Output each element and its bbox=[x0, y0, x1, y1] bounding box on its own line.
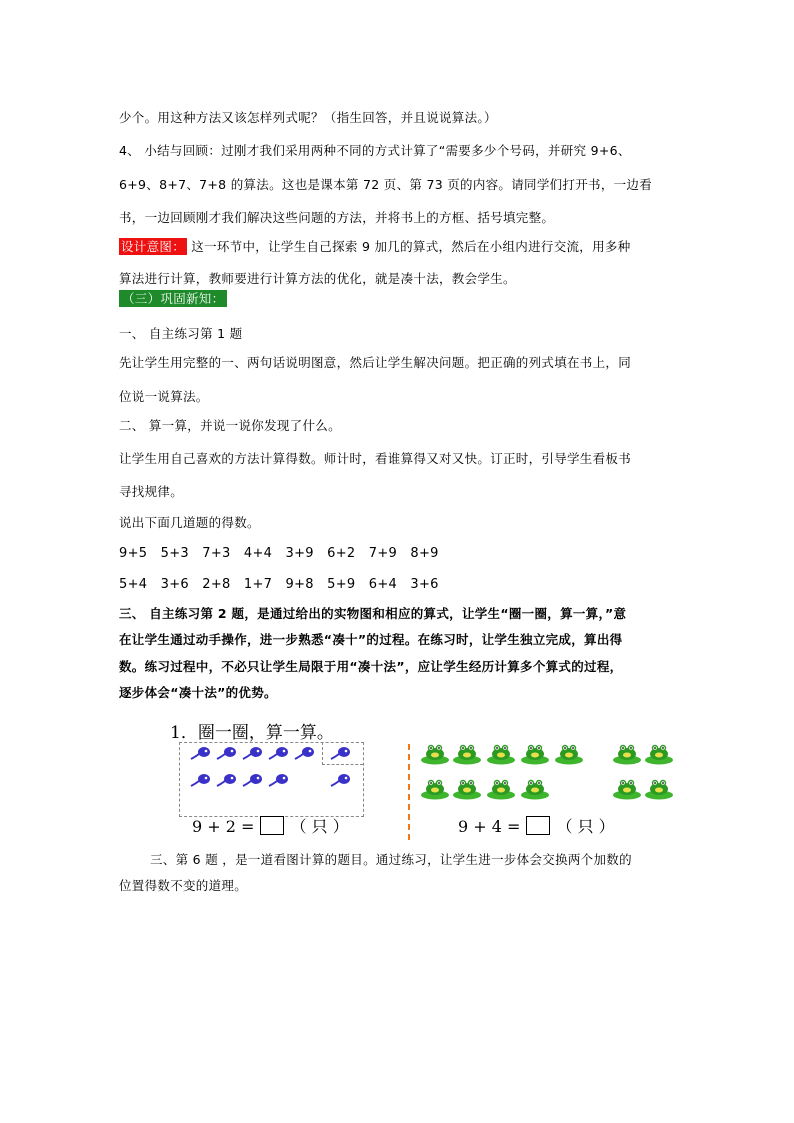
frog-icon bbox=[520, 743, 550, 765]
item1-title: 一、 自主练习第 1 题 bbox=[119, 326, 243, 341]
paragraph-line: 少个。用这种方法又该怎样列式呢？（指生回答，并且说说算法。） bbox=[119, 110, 497, 125]
tadpole-icon bbox=[242, 773, 264, 789]
tadpole-icon bbox=[216, 773, 238, 789]
paragraph-line: 在让学生通过动手操作，进一步熟悉“凑十”的过程。在练习时，让学生独立完成，算出得 bbox=[119, 632, 623, 647]
equation-left-unit: （ 只 ） bbox=[290, 817, 349, 836]
frog-icon bbox=[420, 778, 450, 800]
paragraph-line: 算法进行计算，教师要进行计算方法的优化，就是凑十法，教会学生。 bbox=[119, 271, 516, 286]
paragraph-line: 三、第 6 题 ，是一道看图计算的题目。通过练习，让学生进一步体会交换两个加数的 bbox=[150, 852, 632, 867]
frog-icon bbox=[420, 743, 450, 765]
tadpole-icon bbox=[268, 773, 290, 789]
tadpole-icon bbox=[330, 773, 352, 789]
divider-line bbox=[408, 744, 410, 840]
exercise-figure bbox=[170, 718, 690, 840]
frog-icon bbox=[644, 778, 674, 800]
exercise-row: 5+4 3+6 2+8 1+7 9+8 5+9 6+4 3+6 bbox=[119, 577, 439, 592]
design-intent-line bbox=[119, 239, 631, 255]
item2-title: 二、 算一算，并说一说你发现了什么。 bbox=[119, 418, 341, 433]
paragraph-line: 位置得数不变的道理。 bbox=[119, 878, 248, 893]
frog-icon bbox=[554, 743, 584, 765]
paragraph-line: 寻找规律。 bbox=[119, 484, 184, 499]
tadpole-icon bbox=[190, 773, 212, 789]
frog-icon bbox=[486, 778, 516, 800]
paragraph-line: 数。练习过程中，不必只让学生局限于用“凑十法”，应让学生经历计算多个算式的过程， bbox=[119, 659, 623, 674]
answer-box-left[interactable] bbox=[260, 816, 284, 835]
equation-right bbox=[458, 814, 615, 837]
paragraph-line: 让学生用自己喜欢的方法计算得数。师计时，看谁算得又对又快。订正时，引导学生看板书 bbox=[119, 451, 632, 466]
frog-icon bbox=[452, 778, 482, 800]
tadpole-icon bbox=[294, 746, 316, 762]
frog-icon bbox=[612, 778, 642, 800]
design-intent-text: 这一环节中，让学生自己探索 9 加几的算式，然后在小组内进行交流，用多种 bbox=[191, 239, 631, 254]
paragraph-line: 三、 自主练习第 2 题，是通过给出的实物图和相应的算式，让学生“圈一圈，算一算，”意 bbox=[119, 606, 627, 621]
frog-icon bbox=[520, 778, 550, 800]
paragraph-line: 说出下面几道题的得数。 bbox=[119, 515, 260, 530]
paragraph-line: 4、 小结与回顾：过刚才我们采用两种不同的方式计算了“需要多少个号码，并研究 9+6、 bbox=[119, 143, 631, 158]
design-intent-tag: 设计意图： bbox=[121, 239, 186, 254]
exercise-row: 9+5 5+3 7+3 4+4 3+9 6+2 7+9 8+9 bbox=[119, 546, 439, 561]
frog-icon bbox=[644, 743, 674, 765]
frog-icon bbox=[612, 743, 642, 765]
tadpole-icon bbox=[216, 746, 238, 762]
frog-icon bbox=[452, 743, 482, 765]
equation-right-unit: （ 只 ） bbox=[556, 817, 615, 836]
paragraph-line: 逐步体会“凑十法”的优势。 bbox=[119, 685, 277, 700]
tadpole-icon bbox=[190, 746, 212, 762]
paragraph-line: 书，一边回顾刚才我们解决这些问题的方法，并将书上的方框、括号填完整。 bbox=[119, 210, 555, 225]
equation-left-expr: 9 + 2 = bbox=[192, 817, 255, 836]
section-tag: （三）巩固新知： bbox=[119, 290, 227, 307]
answer-box-right[interactable] bbox=[526, 816, 550, 835]
tadpole-icon bbox=[242, 746, 264, 762]
tadpole-icon bbox=[268, 746, 290, 762]
equation-left bbox=[192, 814, 349, 837]
section-heading bbox=[119, 291, 227, 307]
paragraph-line: 6+9、8+7、7+8 的算法。这也是课本第 72 页、第 73 页的内容。请同学们打开书，一边看 bbox=[119, 177, 653, 192]
paragraph-line: 位说一说算法。 bbox=[119, 389, 209, 404]
paragraph-line: 先让学生用完整的一、两句话说明图意，然后让学生解决问题。把正确的列式填在书上，同 bbox=[119, 355, 632, 370]
figure-title: 1．圈一圈，算一算。 bbox=[170, 723, 334, 743]
frog-icon bbox=[486, 743, 516, 765]
tadpole-icon bbox=[330, 746, 352, 762]
equation-right-expr: 9 + 4 = bbox=[458, 817, 521, 836]
